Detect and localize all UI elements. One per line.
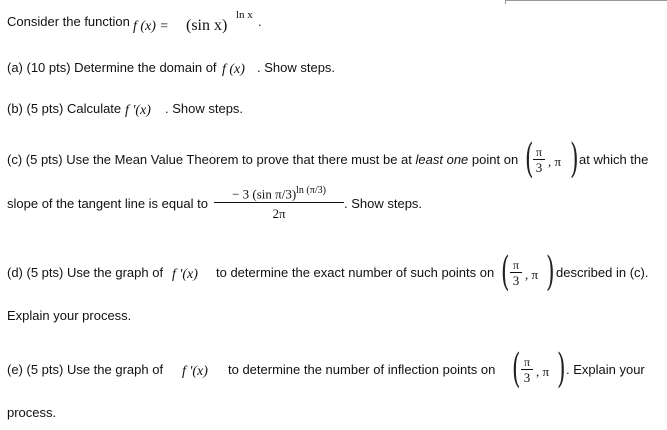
part-c-line1-end: point on [471,152,519,167]
part-d-interval-right: , π [525,267,539,282]
part-c-emphasis: least one [415,152,469,167]
slope-denominator: 2π [272,206,286,222]
part-e-interval-den: 3 [523,370,531,385]
part-d-interval-fraction [510,258,522,288]
intro-period: . [258,14,262,29]
part-e-after-interval: . Explain your [566,362,645,377]
slope-exponent: ln (π/3) [296,185,326,196]
top-border [505,0,667,1]
part-c-line2: slope of the tangent line is equal to [7,196,208,211]
slope-numerator-base: − 3 (sin π/3) [232,186,297,202]
part-e-interval-fraction [521,355,533,385]
part-e-mid: to determine the number of inflection points on [228,362,496,377]
part-c-after-interval: at which the [579,152,649,167]
part-c-open-paren: ( [525,136,534,182]
part-d-mid: to determine the exact number of such points on [216,265,495,280]
part-b-label: (b) (5 pts) Calculate [7,101,122,116]
part-d-open-paren: ( [501,249,510,295]
intro-text: Consider the function [7,14,130,29]
part-d-interval-den: 3 [512,273,520,288]
part-e-expr: f '(x) [182,364,208,379]
part-c-interval-den: 3 [535,160,543,175]
slope-numerator [214,183,344,202]
top-border-corner [505,0,506,4]
part-e-line1: (e) (5 pts) Use the graph of [7,362,164,377]
part-a-expr: f (x) [222,62,245,77]
part-c-interval-num: π [535,145,543,159]
part-c-interval-right: , π [548,154,562,169]
part-d-expr: f '(x) [172,267,198,282]
part-c-line2-end: . Show steps. [344,196,423,211]
function-base: (sin x) [186,17,228,34]
function-exponent: ln x [236,9,253,21]
part-e-open-paren: ( [512,346,521,392]
part-d-after-interval: described in (c). [556,265,649,280]
part-c-interval-fraction [533,145,545,175]
function-lhs: f (x) = [133,19,169,34]
part-c-line1-text: (c) (5 pts) Use the Mean Value Theorem to prove that there must be at [7,152,412,167]
part-d-close-paren: ) [546,249,555,295]
part-b-expr: f '(x) [125,103,151,118]
part-d-interval-num: π [512,258,520,272]
part-c-line1 [7,152,518,167]
part-c-close-paren: ) [570,136,579,182]
part-a-label: (a) (10 pts) Determine the domain of [7,60,217,75]
part-e-interval-right: , π [536,364,550,379]
part-a-after: . Show steps. [257,60,336,75]
part-d-line2: Explain your process. [7,308,132,323]
part-e-interval-num: π [523,355,531,369]
part-b-after: . Show steps. [165,101,244,116]
part-e-close-paren: ) [557,346,566,392]
part-d-line1: (d) (5 pts) Use the graph of [7,265,164,280]
part-e-line2: process. [7,405,57,420]
slope-fraction [214,183,344,225]
